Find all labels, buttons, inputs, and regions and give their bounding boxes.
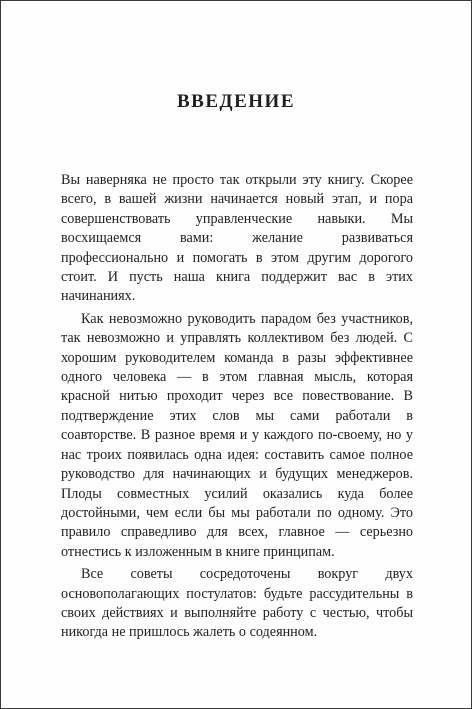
body-text xyxy=(61,171,413,643)
paragraph-3: Все советы сосредоточены вокруг двух основополагающих постулатов: будьте рассудительны в своих действиях и выполняйте работу с честью, чтобы никогда не пришлось жалеть о содеянном. xyxy=(61,566,413,641)
paragraph-2: Как невозможно руководить парадом без участников, так невозможно и управлять коллективом без людей. С хорошим руководителем команда в разы эффективнее одного человека — в этом главная мысль, которая красной нитью проходит через все повествование. В подтверждение этих слов мы сами работали в соавторстве. В разное время и у каждого по-своему, но у нас троих появилась одна идея: составить самое полное руководство для начинающих и будущих менеджеров. Плоды совместных усилий оказались куда более достойными, чем если бы мы работали по одному. Это правило справедливо для всех, главное — серьезно отнестись к изложенным в книге принципам. xyxy=(61,310,413,560)
chapter-title: ВВЕДЕНИЕ xyxy=(177,91,295,112)
paragraph-1: Вы наверняка не просто так открыли эту книгу. Скорее всего, в вашей жизни начинается новый этап, и пора совершенствовать управленческие навыки. Мы восхищаемся вами: желание развиваться профессионально и помогать в этом другим дорогого стоит. И пусть наша книга поддержит вас в этих начинаниях. xyxy=(61,172,413,305)
